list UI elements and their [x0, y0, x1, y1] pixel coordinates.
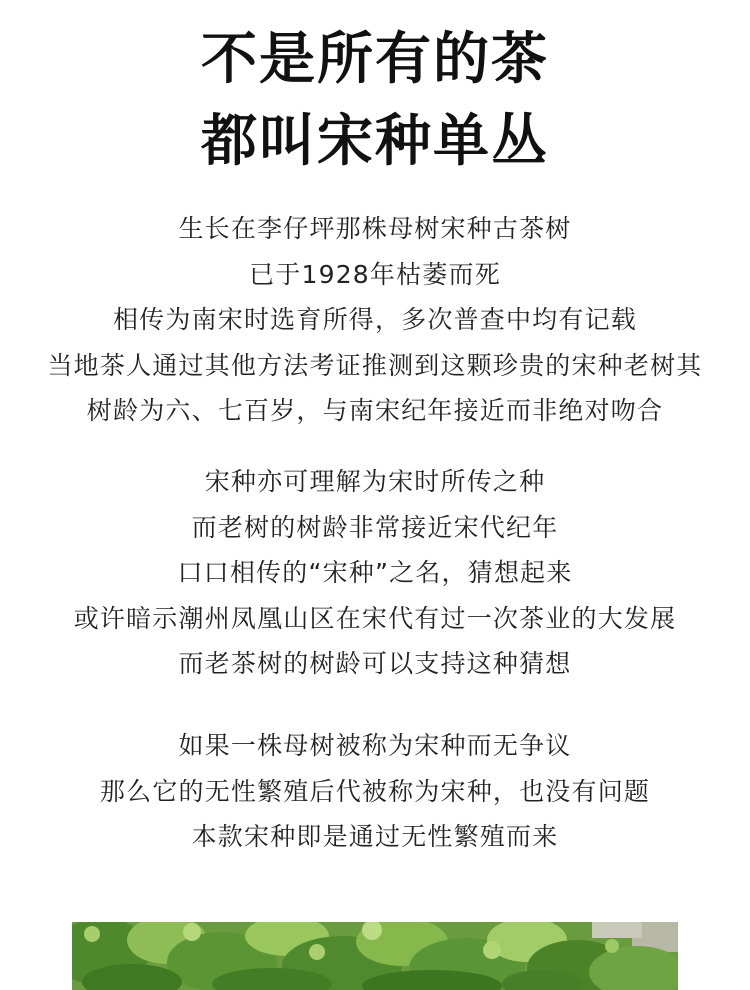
text-line: 而老树的树龄非常接近宋代纪年 [191, 512, 559, 542]
text-line: 口口相传的“宋种”之名，猜想起来 [177, 558, 573, 587]
paragraph-2 [0, 459, 750, 687]
title-line-2: 都叫宋种单丛 [201, 108, 549, 174]
tea-foliage-image [72, 922, 678, 990]
text-line: 那么它的无性繁殖后代被称为宋种，也没有问题 [99, 776, 651, 806]
text-line: 当地茶人通过其他方法考证推测到这颗珍贵的宋种老树其 [47, 350, 703, 380]
text-line: 本款宋种即是通过无性繁殖而来 [191, 822, 559, 851]
page-title [0, 18, 750, 182]
text-line: 如果一株母树被称为宋种而无争议 [178, 731, 572, 760]
text-line: 生长在李仔坪那株母树宋种古茶树 [178, 214, 572, 243]
text-line: 宋种亦可理解为宋时所传之种 [204, 467, 546, 496]
text-line: 而老茶树的树龄可以支持这种猜想 [178, 649, 572, 678]
text-line: 或许暗示潮州凤凰山区在宋代有过一次茶业的大发展 [73, 603, 677, 633]
tea-tree-photo [72, 922, 678, 990]
text-line: 相传为南宋时选育所得，多次普查中均有记载 [112, 305, 637, 334]
paragraph-1 [0, 206, 750, 434]
text-line: 已于1928年枯萎而死 [249, 259, 501, 289]
title-line-1: 不是所有的茶 [201, 26, 549, 92]
text-line: 树龄为六、七百岁，与南宋纪年接近而非绝对吻合 [86, 396, 664, 425]
paragraph-3 [0, 723, 750, 860]
